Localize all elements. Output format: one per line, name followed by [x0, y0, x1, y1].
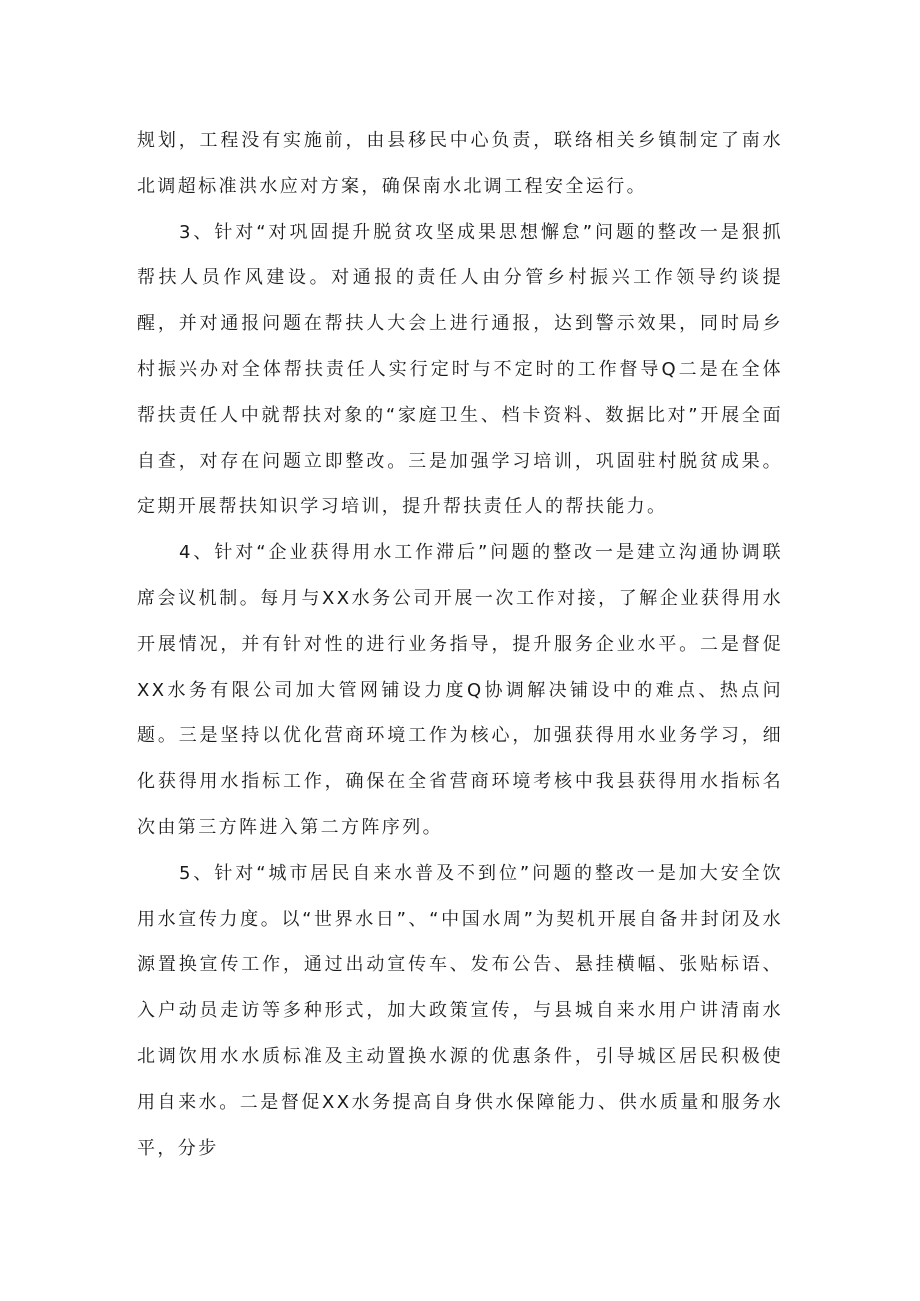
paragraph-item-5: 5、针对“城市居民自来水普及不到位”问题的整改一是加大安全饮用水宣传力度。以“世界水日”、“中国水周”为契机开展自备井封闭及水源置换宣传工作，通过出动宣传车、发布公告、悬挂横幅、张贴标语、入户动员走访等多种形式，加大政策宣传，与县城自来水用户讲清南水北调饮用水水质标准及主动置换水源的优惠条件，引导城区居民积极使用自来水。二是督促XX水务提高自身供水保障能力、供水质量和服务水平，分步	[137, 862, 783, 1159]
paragraph-item-4: 4、针对“企业获得用水工作滞后”问题的整改一是建立沟通协调联席会议机制。每月与XX水务公司开展一次工作对接，了解企业获得用水开展情况，并有针对性的进行业务指导，提升服务企业水平。二是督促XX水务有限公司加大管网铺设力度Q协调解决铺设中的难点、热点问题。三是坚持以优化营商环境工作为核心，加强获得用水业务学习，细化获得用水指标工作，确保在全省营商环境考核中我县获得用水指标名次由第三方阵进入第二方阵序列。	[137, 542, 783, 838]
paragraph-item-3: 3、针对“对巩固提升脱贫攻坚成果思想懈怠”问题的整改一是狠抓帮扶人员作风建设。对通报的责任人由分管乡村振兴工作领导约谈提醒，并对通报问题在帮扶人大会上进行通报，达到警示效果，同时局乡村振兴办对全体帮扶责任人实行定时与不定时的工作督导Q二是在全体帮扶责任人中就帮扶对象的“家庭卫生、档卡资料、数据比对”开展全面自查，对存在问题立即整改。三是加强学习培训，巩固驻村脱贫成果。定期开展帮扶知识学习培训，提升帮扶责任人的帮扶能力。	[137, 221, 783, 518]
paragraph-continuation: 规划，工程没有实施前，由县移民中心负责，联络相关乡镇制定了南水北调超标准洪水应对方案，确保南水北调工程安全运行。	[137, 130, 783, 197]
